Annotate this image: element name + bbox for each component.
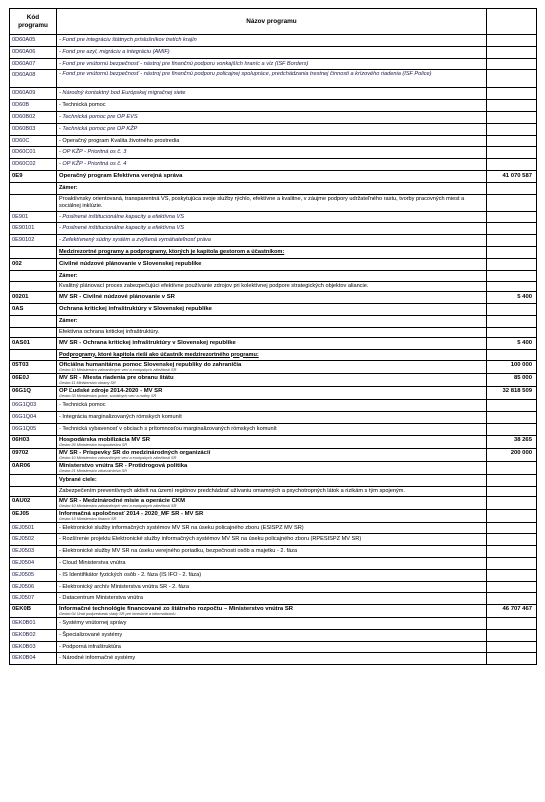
program-name <box>57 282 487 292</box>
gestor-note: Gestor:26 Ministerstvo hospodárstva SR <box>59 442 128 447</box>
program-name <box>57 400 487 412</box>
program-name <box>57 653 487 665</box>
program-name-text: - OP KŽP - Prioritná os č. 4 <box>59 161 127 168</box>
header-amount <box>487 9 537 35</box>
program-code: 0D60B <box>10 100 57 112</box>
program-name-text: - Špecializované systémy <box>59 631 123 638</box>
table-row <box>10 100 537 112</box>
program-amount <box>487 58 537 70</box>
program-code: 0AS01 <box>10 337 57 349</box>
program-name-text: Zámer: <box>59 317 78 324</box>
table-row <box>10 435 537 448</box>
table-body <box>10 35 537 665</box>
program-name <box>57 194 487 211</box>
program-code <box>10 270 57 282</box>
program-amount <box>487 235 537 247</box>
program-name <box>57 292 487 304</box>
program-amount <box>487 258 537 270</box>
program-amount <box>487 182 537 194</box>
program-name <box>57 522 487 534</box>
table-row <box>10 35 537 47</box>
program-name-text: - Fond pre vnútornú bezpečnosť - nástroj pre finančnú podporu vonkajších hraníc a víz (ISF Borders) <box>59 60 309 67</box>
program-name <box>57 474 487 486</box>
program-name-text: MV SR - Príspevky SR do medzinárodných organizácií <box>59 449 211 456</box>
program-name-text: Medzirezortné programy a podprogramy, ktorých je kapitola gestorom a účastníkom: <box>59 248 285 255</box>
program-name-text: - Podporná infraštruktúra <box>59 643 121 650</box>
program-name <box>57 88 487 100</box>
program-name-text: Kvalitný plánovací proces zabezpečujúci efektívne používanie zdrojov pri kolektívnej podpore strategických objektov aliancie. <box>59 283 369 290</box>
program-name-text: MV SR - Civilné núdzové plánovanie v SR <box>59 294 175 301</box>
program-code: 06E0J <box>10 374 57 387</box>
program-amount <box>487 629 537 641</box>
program-name-text: OP Ľudské zdroje 2014-2020 - MV SR <box>59 388 163 395</box>
gestor-note: Gestor:10 Ministerstvo zahraničných vecí a európskych záležitostí SR <box>59 455 177 460</box>
program-code: 0EJ05 <box>10 509 57 522</box>
program-amount <box>487 653 537 665</box>
table-row <box>10 618 537 630</box>
program-name <box>57 315 487 327</box>
program-code: 0D60B02 <box>10 111 57 123</box>
table-row <box>10 111 537 123</box>
program-name-text: - Technická pomoc pre OP EVS <box>59 113 138 120</box>
program-name <box>57 147 487 159</box>
table-row <box>10 486 537 496</box>
program-name <box>57 258 487 270</box>
table-row <box>10 235 537 247</box>
program-name-text: - Rozšírenie projektu Elektronické služby informačných systémov MV SR na úseku policajného zboru (RPESISPZ MV SR) <box>59 536 362 543</box>
program-code: 09702 <box>10 448 57 461</box>
program-code: 0D60C02 <box>10 159 57 171</box>
table-row <box>10 70 537 88</box>
program-name-text: - Posilnené inštitucionálne kapacity a efektívna VS <box>59 213 184 220</box>
table-row <box>10 88 537 100</box>
program-amount <box>487 461 537 474</box>
program-name-text: Efektívna ochrana kritickej infraštruktúry. <box>59 328 160 335</box>
program-code: 0EK0B04 <box>10 653 57 665</box>
table-row <box>10 593 537 605</box>
program-amount <box>487 327 537 337</box>
gestor-note: Gestor:33 Ministerstvo práce, sociálnych vecí a rodiny SR <box>59 394 157 399</box>
program-code: 0EK0B02 <box>10 629 57 641</box>
program-code: 0D60C01 <box>10 147 57 159</box>
program-name <box>57 246 487 258</box>
program-amount <box>487 315 537 327</box>
program-code: 0EK0B01 <box>10 618 57 630</box>
table-row <box>10 223 537 235</box>
program-name <box>57 496 487 509</box>
program-code <box>10 282 57 292</box>
program-name <box>57 509 487 522</box>
program-name-text: - Systémy vnútornej správy <box>59 620 127 627</box>
table-row <box>10 412 537 424</box>
table-row <box>10 546 537 558</box>
program-code: 0D60B03 <box>10 123 57 135</box>
table-row <box>10 46 537 58</box>
program-code <box>10 315 57 327</box>
program-name-text: MV SR - Medzinárodné misie a operácie CKM <box>59 497 186 504</box>
program-name <box>57 111 487 123</box>
program-amount <box>487 569 537 581</box>
program-amount <box>487 211 537 223</box>
program-name-text: Proaktívnsky orientovaná, transparentná VS, poskytujúca svoje služby rýchlo, efektívne a kvalitne, v záujme podpory udržateľného rastu, tvorby pracovných miest a sociálnej inklúzie. <box>59 195 465 209</box>
table-row <box>10 282 537 292</box>
program-amount <box>487 46 537 58</box>
table-row <box>10 374 537 387</box>
program-name-text: MV SR - Ochrana kritickej infraštruktúry v Slovenskej republike <box>59 339 236 346</box>
program-amount: 5 400 <box>487 292 537 304</box>
program-code: 0EJ0507 <box>10 593 57 605</box>
table-row <box>10 605 537 618</box>
gestor-note: Gestor:10 Ministerstvo zahraničných vecí a európskych záležitostí SR <box>59 368 177 373</box>
program-name <box>57 349 487 361</box>
program-name-text: - Fond pre integráciu štátnych príslušníkov tretích krajín <box>59 37 197 43</box>
program-name <box>57 327 487 337</box>
table-row <box>10 629 537 641</box>
program-code <box>10 182 57 194</box>
program-amount <box>487 35 537 47</box>
program-name <box>57 304 487 316</box>
program-name <box>57 618 487 630</box>
program-amount: 100 000 <box>487 361 537 374</box>
table-row <box>10 304 537 316</box>
program-amount <box>487 546 537 558</box>
program-amount <box>487 223 537 235</box>
program-amount <box>487 534 537 546</box>
program-name-text: - Technická pomoc <box>59 402 106 409</box>
program-amount <box>487 147 537 159</box>
program-name <box>57 448 487 461</box>
table-row <box>10 170 537 182</box>
program-name-text: Zámer: <box>59 184 78 191</box>
table-row <box>10 496 537 509</box>
program-code: 0EJ0501 <box>10 522 57 534</box>
table-row <box>10 246 537 258</box>
table-row <box>10 182 537 194</box>
program-amount <box>487 111 537 123</box>
program-name-text: Podprogramy, ktoré kapitola rieši ako účastník medzirezortného programu: <box>59 351 259 358</box>
program-name <box>57 423 487 435</box>
program-code <box>10 246 57 258</box>
program-amount <box>487 270 537 282</box>
program-name <box>57 593 487 605</box>
program-code <box>10 194 57 211</box>
program-name <box>57 58 487 70</box>
program-name <box>57 337 487 349</box>
program-name <box>57 641 487 653</box>
program-amount <box>487 522 537 534</box>
program-amount <box>487 123 537 135</box>
table-row <box>10 423 537 435</box>
table-row <box>10 534 537 546</box>
table-row <box>10 123 537 135</box>
table-row <box>10 159 537 171</box>
table-row <box>10 387 537 400</box>
program-name-text: - Elektronický archív Ministerstva vnútra SR - 2. fáza <box>59 583 189 590</box>
program-amount <box>487 557 537 569</box>
program-name <box>57 211 487 223</box>
table-row <box>10 653 537 665</box>
table-row <box>10 509 537 522</box>
program-name <box>57 435 487 448</box>
program-name-text: - Zefektívnený súdny systém a zvýšená vymáhateľnosť práva <box>59 237 211 244</box>
program-code: 0EJ0506 <box>10 581 57 593</box>
program-name-text: Vybrané ciele: <box>59 476 97 483</box>
program-code: 0D60A09 <box>10 88 57 100</box>
gestor-note: Gestor:10 Ministerstvo zahraničných vecí a európskych záležitostí SR <box>59 503 177 508</box>
program-code: 0AS <box>10 304 57 316</box>
program-code: 0E901 <box>10 211 57 223</box>
program-amount <box>487 581 537 593</box>
program-name <box>57 100 487 112</box>
table-row <box>10 361 537 374</box>
program-name <box>57 182 487 194</box>
table-row <box>10 461 537 474</box>
table-row <box>10 569 537 581</box>
program-amount <box>487 496 537 509</box>
program-name-text: - Integrácia marginalizovaných rómskych komunít <box>59 414 182 421</box>
program-code: 0EJ0503 <box>10 546 57 558</box>
program-name-text: Ministerstvo vnútra SR - Protidrogová politika <box>59 462 188 469</box>
header-code: Kód programu <box>10 9 57 35</box>
program-name <box>57 546 487 558</box>
program-code: 06G1Q05 <box>10 423 57 435</box>
program-code: 0D60A05 <box>10 35 57 47</box>
table-row <box>10 522 537 534</box>
program-name <box>57 461 487 474</box>
program-name <box>57 35 487 47</box>
table-row <box>10 557 537 569</box>
program-name <box>57 135 487 147</box>
program-code: 0AU02 <box>10 496 57 509</box>
program-amount <box>487 194 537 211</box>
program-name-text: - Národné informačné systémy <box>59 655 136 662</box>
table-row <box>10 147 537 159</box>
program-amount <box>487 593 537 605</box>
program-code: 0D60A08 <box>10 70 57 88</box>
gestor-note: Gestor:15 Ministerstvo financií SR <box>59 516 117 521</box>
program-code <box>10 349 57 361</box>
program-name <box>57 412 487 424</box>
program-amount <box>487 509 537 522</box>
table-row <box>10 581 537 593</box>
program-name <box>57 235 487 247</box>
program-name-text: Civilné núdzové plánovanie v Slovenskej republike <box>59 260 202 267</box>
program-amount <box>487 618 537 630</box>
program-amount: 38 265 <box>487 435 537 448</box>
program-name-text: - OP KŽP - Prioritná os č. 3 <box>59 149 127 156</box>
program-code: 0D60C <box>10 135 57 147</box>
program-name-text: Oficiálna humanitárna pomoc Slovenskej republiky do zahraničia <box>59 362 242 369</box>
program-code: 002 <box>10 258 57 270</box>
program-name-text: - Národný kontaktný bod Európskej migračnej siete <box>59 90 186 97</box>
program-code: 0AR06 <box>10 461 57 474</box>
program-amount <box>487 400 537 412</box>
table-row <box>10 400 537 412</box>
program-code: 0EJ0502 <box>10 534 57 546</box>
program-amount <box>487 282 537 292</box>
program-amount: 32 818 509 <box>487 387 537 400</box>
program-amount: 41 070 587 <box>487 170 537 182</box>
program-code: 0EK0B <box>10 605 57 618</box>
program-code: 0D60A07 <box>10 58 57 70</box>
program-amount: 85 000 <box>487 374 537 387</box>
program-amount <box>487 423 537 435</box>
program-name-text: - Datacentrum Ministerstva vnútra <box>59 595 143 602</box>
program-amount <box>487 641 537 653</box>
program-name-text: Informačná spoločnosť 2014 - 2020_MF SR - MV SR <box>59 510 204 517</box>
table-row <box>10 327 537 337</box>
table-row <box>10 474 537 486</box>
program-name-text: - IS Identifikátor fyzických osôb - 2. fáza (IS IFO - 2. fáza) <box>59 571 202 578</box>
table-row <box>10 194 537 211</box>
program-name <box>57 629 487 641</box>
program-name <box>57 170 487 182</box>
program-amount <box>487 486 537 496</box>
program-amount <box>487 304 537 316</box>
program-code: 06G1Q03 <box>10 400 57 412</box>
program-code <box>10 474 57 486</box>
program-amount: 200 000 <box>487 448 537 461</box>
program-name-text: MV SR - Miesta riadenia pre obranu štátu <box>59 375 174 382</box>
program-amount <box>487 70 537 88</box>
program-amount <box>487 88 537 100</box>
program-name-text: Informačné technológie financované zo štátneho rozpočtu – Ministerstvo vnútra SR <box>59 606 294 613</box>
table-header-row <box>10 9 537 35</box>
table-row <box>10 135 537 147</box>
table-row <box>10 292 537 304</box>
program-name <box>57 46 487 58</box>
program-code: 0E9 <box>10 170 57 182</box>
table-row <box>10 258 537 270</box>
program-code: 0EK0B03 <box>10 641 57 653</box>
table-row <box>10 337 537 349</box>
program-name-text: Ochrana kritickej infraštruktúry v Slovenskej republike <box>59 306 212 313</box>
program-code <box>10 486 57 496</box>
program-name <box>57 486 487 496</box>
program-name <box>57 605 487 618</box>
table-row <box>10 270 537 282</box>
program-amount <box>487 135 537 147</box>
gestor-note: Gestor:04 Úrad podpredsedu vlády SR pre investície a informatizáciu <box>59 612 176 617</box>
program-name-text: - Fond pre vnútornú bezpečnosť - nástroj pre finančnú podporu policajnej spolupráce, predchádzania trestnej činnosti a krízového riadenia (ISF Police) <box>59 71 432 78</box>
program-name-text: - Elektronické služby MV SR na úseku verejného poriadku, bezpečnosti osôb a majetku - 2. fáza <box>59 548 298 555</box>
program-name <box>57 270 487 282</box>
program-name-text: - Elektronické služby informačných systémov MV SR na úseku policajného zboru (ESISPZ MV SR) <box>59 524 304 531</box>
program-amount <box>487 474 537 486</box>
program-name-text: - Technická pomoc pre OP KŽP <box>59 125 138 132</box>
program-name <box>57 569 487 581</box>
program-amount: 46 707 467 <box>487 605 537 618</box>
program-code <box>10 327 57 337</box>
program-name-text: Operačný program Efektívna verejná správa <box>59 172 183 179</box>
program-code: 00201 <box>10 292 57 304</box>
table-row <box>10 349 537 361</box>
program-name-text: - Fond pre azyl, migráciu a integráciu (AMIF) <box>59 48 170 55</box>
program-code: 0E90101 <box>10 223 57 235</box>
table-row <box>10 315 537 327</box>
program-name-text: - Operačný program Kvalita životného prostredia <box>59 137 180 144</box>
program-amount <box>487 100 537 112</box>
program-name <box>57 159 487 171</box>
gestor-note: Gestor:11 Ministerstvo obrany SR <box>59 381 116 386</box>
program-name-text: - Cloud Ministerstva vnútra <box>59 559 126 566</box>
table-row <box>10 211 537 223</box>
program-code: 0E90102 <box>10 235 57 247</box>
program-code: 06H03 <box>10 435 57 448</box>
program-name <box>57 581 487 593</box>
program-amount <box>487 349 537 361</box>
program-name <box>57 361 487 374</box>
program-amount <box>487 246 537 258</box>
program-name-text: - Technická vybavenosť v obciach s prítomnosťou marginalizovaných rómskych komunít <box>59 425 277 432</box>
program-table <box>9 8 537 665</box>
program-code: 0D60A06 <box>10 46 57 58</box>
header-name: Názov programu <box>57 9 487 35</box>
gestor-note: Gestor:21 Ministerstvo zdravotníctva SR <box>59 468 127 473</box>
program-name-text: Zabezpečením preventívnych aktivít na území regiónov predchádzať užívaniu omamných a psychotropných látok a rizikám s tým spojeným. <box>59 487 405 494</box>
program-amount: 5 400 <box>487 337 537 349</box>
program-code: 06G1Q04 <box>10 412 57 424</box>
table-row <box>10 448 537 461</box>
program-name <box>57 70 487 88</box>
program-name-text: Zámer: <box>59 272 78 279</box>
program-code: 05T03 <box>10 361 57 374</box>
program-code: 0EJ0505 <box>10 569 57 581</box>
program-name <box>57 534 487 546</box>
program-name <box>57 223 487 235</box>
program-name-text: Hospodárska mobilizácia MV SR <box>59 436 151 443</box>
program-name <box>57 123 487 135</box>
program-name-text: - Technická pomoc <box>59 102 106 109</box>
table-row <box>10 641 537 653</box>
program-name <box>57 387 487 400</box>
program-code: 06G1Q <box>10 387 57 400</box>
program-code: 0EJ0504 <box>10 557 57 569</box>
table-row <box>10 58 537 70</box>
program-name <box>57 557 487 569</box>
program-amount <box>487 159 537 171</box>
program-name-text: - Posilnené inštitucionálne kapacity a efektívna VS <box>59 225 184 232</box>
program-amount <box>487 412 537 424</box>
program-name <box>57 374 487 387</box>
